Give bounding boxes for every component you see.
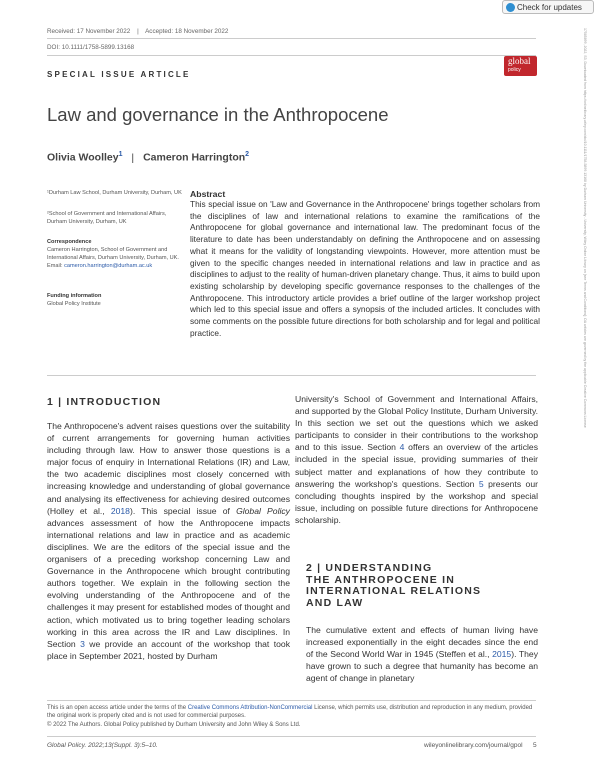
meta-divider (47, 38, 536, 39)
ref-section-3[interactable]: 3 (80, 638, 85, 649)
section-2-text-1: The cumulative extent and effects of human living have increased exponentially in the eight decades since the end of the Second World War in 1945 (Steffen et al., (306, 625, 538, 660)
article-type: SPECIAL ISSUE ARTICLE (47, 70, 191, 79)
abstract-body: This special issue on 'Law and Governance in the Anthropocene' brings together scholars from the disciplines of law and international relations to examine the ramifications of the Anthropocene for global governance and international law. The predominant focus of the literature to date has been understandably on defining the Anthropocene and on assessing what it means for the validity of longstanding viewpoints. However, more attention must be given to the specific changes needed in international relations and law in practice and as disciplines to adjust to the reality of human-driven planetary change. Thus, it aims to build upon existing scholarship by developing specific governance responses to the challenges of the Anthropocene. This introductory article provides a brief outline of the larger workshop project which led to this special issue and offers a synopsis of the included articles. It concludes with some comments on the possible future directions for both scholarship and for legal and political practice. (190, 199, 540, 338)
license-text-1: This is an open access article under the terms of the (47, 705, 188, 711)
logo-subtext: policy (508, 67, 521, 73)
funding-heading: Funding information (47, 293, 102, 299)
side-download-text: 17585899, 2022, S3, Downloaded from https://onlinelibrary.wiley.com/doi/10.1111/1758-5899.13168 by Durham University - University, Wiley Online Library on [see Terms and Conditions]; OA articles are governed by the applicable Creative Commons License (583, 28, 587, 428)
ref-section-5[interactable]: 5 (478, 478, 484, 489)
section-2-heading (306, 563, 481, 609)
check-for-updates-button[interactable] (502, 0, 594, 14)
section-2-heading-line-1: 2 | UNDERSTANDING (306, 562, 433, 574)
author-1-affiliation-marker[interactable]: 1 (118, 151, 123, 158)
correspondence-address: Cameron Harrington, School of Government and International Affairs, Durham University, Durham, UK. (47, 247, 179, 261)
journal-citation: Global Policy. 2022;13(Suppl. 3):5–10. (47, 742, 158, 749)
abstract-heading: Abstract (190, 189, 226, 199)
ref-section-4[interactable]: 4 (399, 442, 405, 453)
author-2-affiliation-marker[interactable]: 2 (245, 151, 250, 158)
received-date: Received: 17 November 2022 (47, 28, 131, 35)
section-2-heading-line-4: AND LAW (306, 596, 364, 609)
funding-body: Global Policy Institute (47, 301, 101, 307)
affiliation-2: ²School of Government and International Affairs, Durham University, Durham, UK (47, 211, 167, 225)
doi: DOI: 10.1111/1758-5899.13168 (47, 44, 135, 51)
abstract-divider (47, 375, 536, 376)
right-column-text (295, 393, 538, 526)
journal-name: Global Policy (236, 505, 290, 516)
email-link[interactable]: cameron.harrington@durham.ac.uk (64, 263, 153, 269)
intro-text-3: advances assessment of how the Anthropocene impacts international relations and law in practice and as academic disciplines. We are the editors of the special issue and the organisers of a preceding workshop concerning Law and Governance in the Anthropocene which brought contributing authors together. We explain in the following section the evolving understanding of the Anthropocene and of the challenges it may present for established modes of thought and action, which motivated us to bring together leading scholars working in this area across the IR and Law disciplines. In Section (47, 517, 290, 649)
logo-text: global (508, 56, 531, 66)
author-line (47, 151, 249, 164)
footer-divider (47, 700, 536, 701)
left-column-text (47, 420, 290, 662)
right-text-3: presents our concluding thoughts inspired by the workshop and special issue, including on possible future directions for Anthropocene scholarship. (295, 478, 538, 525)
right-text-1: University's School of Government and International Affairs, and supported by the Global Policy Institute, Durham University. In this section we set out the questions which we asked participants to consider in their contributions to the workshop and to this issue. Section (295, 394, 538, 453)
journal-url[interactable]: wileyonlinelibrary.com/journal/gpol (424, 742, 523, 749)
page-number: 5 (533, 742, 537, 749)
license-note (47, 704, 537, 729)
email-label: Email: (47, 263, 63, 269)
license-link[interactable]: Creative Commons Attribution-NonCommercial (187, 705, 313, 711)
check-updates-icon (506, 3, 515, 12)
accepted-date: Accepted: 18 November 2022 (145, 28, 229, 35)
section-2-heading-line-2: THE ANTHROPOCENE IN (306, 573, 455, 586)
ref-steffen-2015[interactable]: 2015 (492, 649, 512, 660)
global-policy-logo (504, 56, 537, 76)
footer-divider-2 (47, 736, 536, 737)
intro-text-4: we provide an account of the workshop that took place in September 2021, hosted by Durham (47, 638, 290, 661)
intro-text-2: ). This special issue of (129, 505, 237, 516)
ref-holley-2018[interactable]: 2018 (110, 505, 130, 516)
section-2-text-2: ). They have grown to such a degree that humanity has become an agent of change in planetary (306, 649, 538, 684)
article-title: Law and governance in the Anthropocene (47, 104, 389, 125)
correspondence-heading: Correspondence (47, 239, 92, 245)
meta-separator: | (137, 28, 139, 35)
author-woolley[interactable]: Olivia Woolley (47, 151, 119, 164)
received-line (47, 28, 228, 35)
affiliation-1: ¹Durham Law School, Durham University, Durham, UK (47, 190, 182, 196)
intro-text-1: The Anthropocene's advent raises questions over the suitability of current arrangements for governing human activities including through law. How to answer those questions is a major focus of enquiry in International Relations (IR) and Law, the two academic disciplines most closely concerned with increasing knowledge and understanding of global governance and analysing its effectiveness for achieving desired outcomes (Holley et al., (47, 421, 290, 516)
check-for-updates-label: Check for updates (517, 3, 582, 12)
right-text-2: offers an overview of the articles included in the special issue, providing summaries of their subject matter and explanations of how they contribute to answering the workshop's questions. Section (295, 442, 538, 489)
copyright-text: © 2022 The Authors. Global Policy published by Durham University and John Wiley & Sons Ltd. (47, 721, 301, 728)
section-1-heading: 1 | INTRODUCTION (47, 396, 162, 408)
section-2-heading-line-3: INTERNATIONAL RELATIONS (306, 585, 482, 597)
author-separator: | (131, 151, 135, 164)
author-harrington[interactable]: Cameron Harrington (143, 151, 246, 164)
license-text-2: License, which permits use, distribution and reproduction in any medium, provided the original work is properly cited and is not used for commercial purposes. (47, 705, 533, 720)
meta-divider-2 (47, 55, 536, 56)
correspondence-block (47, 238, 182, 270)
section-2-text (306, 624, 538, 684)
funding-block (47, 292, 182, 308)
